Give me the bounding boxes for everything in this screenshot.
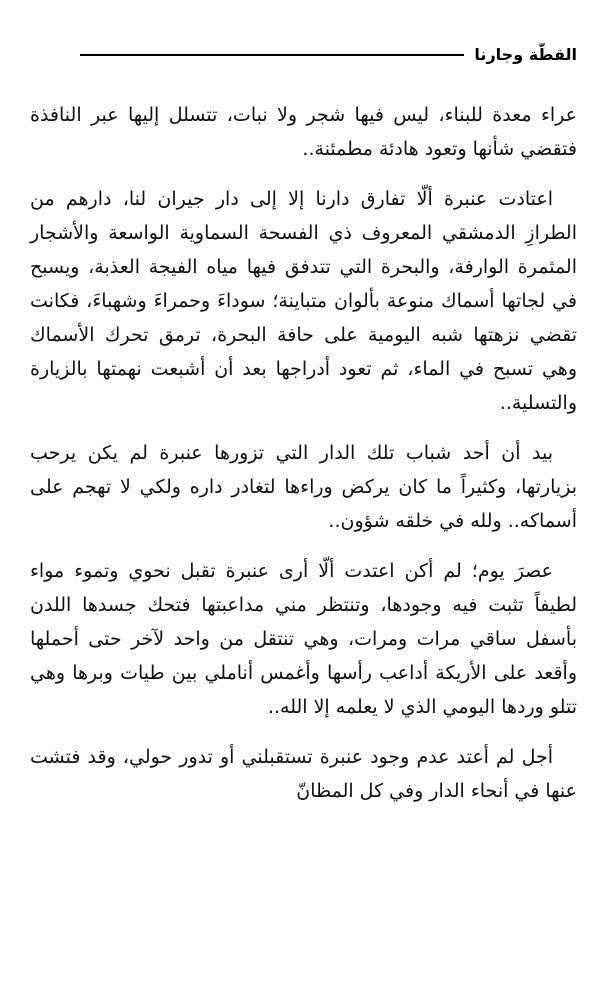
body-text — [30, 98, 577, 808]
paragraph-3: بيد أن أحد شباب تلك الدار التي تزورها عنبرة لم يكن يرحب بزيارتها، وكثيراً ما كان يركض وراءها لتغادر داره ولكي لا تهجم على أسماكه.. ولله في خلقه شؤون.. — [30, 442, 577, 532]
header-rule — [80, 54, 464, 56]
paragraph-5: أجل لم أعتد عدم وجود عنبرة تستقبلني أو تدور حولي، وقد فتشت عنها في أنحاء الدار وفي كل المظانّ — [30, 746, 577, 802]
paragraph-1: عراء معدة للبناء، ليس فيها شجر ولا نبات، تتسلل إليها عبر النافذة فتقضي شأنها وتعود هادئة مطمئنة.. — [30, 104, 577, 160]
running-header — [80, 40, 577, 68]
paragraph-2: اعتادت عنبرة ألّا تفارق دارنا إلا إلى دار جيران لنا، دارهم من الطرازِ الدمشقي المعروف ذي الفسحة السماوية الواسعة والأشجار المثمرة الوارفة، والبحرة التي تتدفق فيها مياه الفيجة العذبة، ويسبح في لجاتها أسماك منوعة بألوان متباينة؛ سوداءَ وحمراءَ وشهباءَ، فكانت تقضي نزهتها شبه اليومية على حافة البحرة، ترمق تحرك الأسماك وهي تسبح في الماء، ثم تعود أدراجها بعد أن أشبعت نهمتها بالزيارة والتسلية.. — [30, 188, 577, 414]
paragraph-4: عصرَ يوم؛ لم أكن اعتدت ألّا أرى عنبرة تقبل نحوي وتموء مواء لطيفاً تثبت فيه وجودها، وتنتظر مني مداعبتها فتحك جسدها اللدن بأسفل ساقي مرات ومرات، وهي تنتقل من واحد لآخر حتى أحملها وأقعد على الأريكة أداعب رأسها وأغمس أناملي بين طيات وبرها وهي تتلو وردها اليومي الذي لا يعلمه إلا الله.. — [30, 560, 577, 718]
chapter-title: القطّة وجارنا — [474, 44, 577, 64]
